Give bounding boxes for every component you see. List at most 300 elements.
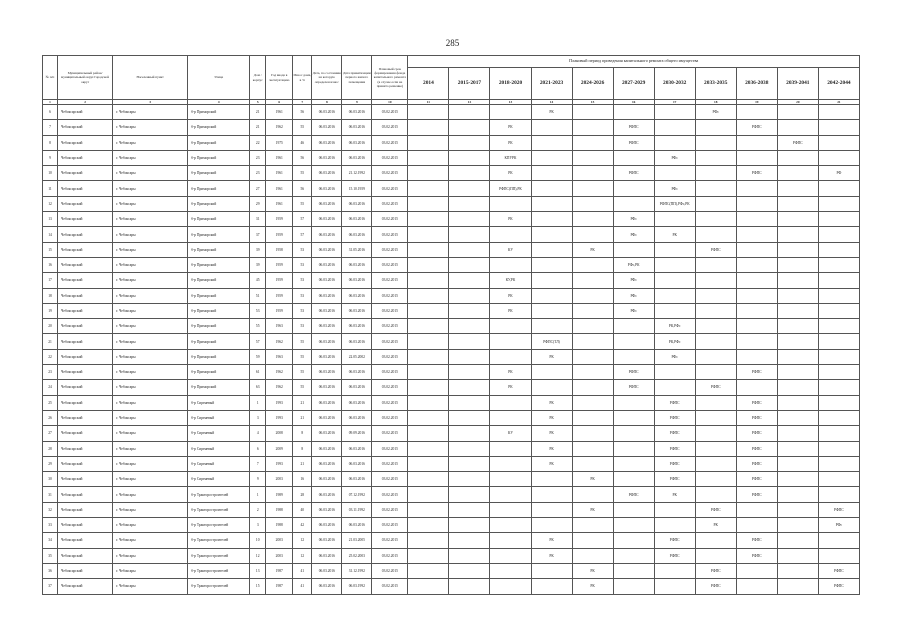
repair-period-cell: РФПС bbox=[736, 120, 777, 135]
repair-period-cell bbox=[654, 518, 695, 533]
repair-period-cell bbox=[408, 518, 449, 533]
wear-cell: 41 bbox=[293, 579, 312, 594]
repair-period-cell bbox=[408, 288, 449, 303]
repair-period-cell bbox=[695, 456, 736, 471]
repair-period-cell bbox=[572, 456, 613, 471]
repair-period-cell bbox=[531, 288, 572, 303]
column-number: 4 bbox=[188, 100, 250, 105]
repair-period-cell: КУ bbox=[490, 242, 531, 257]
header-year-built: Год ввода в эксплуатацию bbox=[266, 56, 293, 100]
repair-period-cell bbox=[490, 334, 531, 349]
date-privatization-cell: 06.03.2016 bbox=[342, 518, 372, 533]
repair-period-cell bbox=[572, 105, 613, 120]
repair-period-cell bbox=[695, 319, 736, 334]
repair-period-cell bbox=[490, 349, 531, 364]
repair-period-cell bbox=[777, 196, 818, 211]
repair-period-cell bbox=[695, 533, 736, 548]
repair-period-cell bbox=[777, 166, 818, 181]
repair-period-cell bbox=[408, 227, 449, 242]
repair-period-cell bbox=[449, 426, 490, 441]
wear-cell: 55 bbox=[293, 334, 312, 349]
house-cell: 37 bbox=[250, 227, 266, 242]
repair-period-cell bbox=[695, 441, 736, 456]
repair-period-cell: РФПС bbox=[654, 472, 695, 487]
repair-period-cell: КПУРК bbox=[490, 150, 531, 165]
repair-period-cell: РФПС bbox=[736, 441, 777, 456]
repair-period-cell bbox=[572, 349, 613, 364]
repair-period-cell bbox=[408, 242, 449, 257]
repair-period-cell bbox=[449, 456, 490, 471]
column-number: 2 bbox=[58, 100, 113, 105]
table-row bbox=[43, 563, 860, 578]
repair-period-cell bbox=[572, 196, 613, 211]
repair-period-cell bbox=[531, 518, 572, 533]
settlement-cell: г. Чебоксары bbox=[113, 365, 188, 380]
repair-period-cell bbox=[490, 410, 531, 425]
district-cell: Чебоксарский bbox=[58, 303, 113, 318]
year-built-cell: 1988 bbox=[266, 502, 293, 517]
year-built-cell: 1959 bbox=[266, 227, 293, 242]
street-cell: б-р Сиреневый bbox=[188, 472, 250, 487]
repair-period-cell bbox=[736, 334, 777, 349]
repair-period-cell: РК bbox=[531, 533, 572, 548]
district-cell: Чебоксарский bbox=[58, 196, 113, 211]
house-cell: 31 bbox=[250, 212, 266, 227]
repair-period-cell bbox=[695, 548, 736, 563]
house-cell: 53 bbox=[250, 303, 266, 318]
date-privatization-cell: 06.03.2016 bbox=[342, 196, 372, 211]
table-row bbox=[43, 334, 860, 349]
street-cell: б-р Тракторостроителей bbox=[188, 548, 250, 563]
district-cell: Чебоксарский bbox=[58, 105, 113, 120]
district-cell: Чебоксарский bbox=[58, 365, 113, 380]
year-built-cell: 1975 bbox=[266, 135, 293, 150]
wear-cell: 55 bbox=[293, 166, 312, 181]
district-cell: Чебоксарский bbox=[58, 441, 113, 456]
date-privatization-cell: 06.03.2016 bbox=[342, 150, 372, 165]
repair-period-cell bbox=[777, 150, 818, 165]
table-row bbox=[43, 288, 860, 303]
repair-period-cell bbox=[777, 303, 818, 318]
repair-period-cell: РФПС bbox=[736, 410, 777, 425]
repair-period-cell bbox=[695, 257, 736, 272]
repair-period-cell bbox=[408, 441, 449, 456]
repair-period-cell bbox=[531, 257, 572, 272]
repair-period-cell bbox=[408, 426, 449, 441]
repair-period-cell bbox=[818, 181, 859, 196]
repair-period-cell bbox=[490, 579, 531, 594]
repair-period-cell bbox=[613, 196, 654, 211]
year-built-cell: 1959 bbox=[266, 273, 293, 288]
repair-period-cell bbox=[408, 334, 449, 349]
repair-period-cell bbox=[736, 563, 777, 578]
repair-period-cell: РК bbox=[531, 105, 572, 120]
header-num: № п/п bbox=[43, 56, 58, 100]
wear-cell: 21 bbox=[293, 410, 312, 425]
repair-period-cell: РК,РФс bbox=[654, 319, 695, 334]
repair-period-cell bbox=[449, 303, 490, 318]
repair-period-cell bbox=[490, 319, 531, 334]
repair-period-cell bbox=[449, 135, 490, 150]
repair-period-cell bbox=[613, 319, 654, 334]
house-cell: 12 bbox=[250, 548, 266, 563]
repair-period-cell bbox=[490, 257, 531, 272]
table-row bbox=[43, 227, 860, 242]
date-privatization-cell: 06.03.2016 bbox=[342, 120, 372, 135]
row-number: 35 bbox=[43, 548, 58, 563]
repair-period-cell bbox=[572, 410, 613, 425]
table-row bbox=[43, 105, 860, 120]
street-cell: б-р Приморский bbox=[188, 166, 250, 181]
repair-period-cell bbox=[613, 410, 654, 425]
date-repair-cell: 06.03.2016 bbox=[312, 518, 342, 533]
repair-period-cell: РФПС bbox=[736, 487, 777, 502]
wear-cell: 42 bbox=[293, 518, 312, 533]
repair-period-cell bbox=[736, 518, 777, 533]
repair-period-cell bbox=[449, 181, 490, 196]
repair-period-cell: РФПС bbox=[654, 456, 695, 471]
repair-period-cell bbox=[818, 365, 859, 380]
row-number: 7 bbox=[43, 120, 58, 135]
table-row bbox=[43, 150, 860, 165]
street-cell: б-р Тракторостроителей bbox=[188, 518, 250, 533]
repair-period-cell bbox=[818, 426, 859, 441]
row-number: 15 bbox=[43, 242, 58, 257]
date-privatization-cell: 06.03.2016 bbox=[342, 456, 372, 471]
repair-period-cell: РФПС bbox=[818, 502, 859, 517]
wear-cell: 53 bbox=[293, 242, 312, 257]
repair-period-cell bbox=[449, 502, 490, 517]
repair-period-cell bbox=[777, 105, 818, 120]
repair-period-cell: РК bbox=[490, 288, 531, 303]
repair-period-cell bbox=[613, 579, 654, 594]
house-cell: 21 bbox=[250, 120, 266, 135]
repair-period-cell bbox=[531, 579, 572, 594]
district-cell: Чебоксарский bbox=[58, 395, 113, 410]
column-number: 19 bbox=[736, 100, 777, 105]
year-built-cell: 1962 bbox=[266, 365, 293, 380]
date-privatization-cell: 06.03.2016 bbox=[342, 380, 372, 395]
repair-period-cell: РФПС bbox=[818, 563, 859, 578]
date-repair-cell: 06.03.2016 bbox=[312, 135, 342, 150]
house-cell: 4 bbox=[250, 426, 266, 441]
year-built-cell: 1988 bbox=[266, 518, 293, 533]
row-number: 23 bbox=[43, 365, 58, 380]
repair-period-cell bbox=[531, 181, 572, 196]
date-fund-cell: 03.02.2015 bbox=[372, 273, 408, 288]
repair-period-cell: РФПС(ПП),РК bbox=[490, 181, 531, 196]
settlement-cell: г. Чебоксары bbox=[113, 196, 188, 211]
table-row bbox=[43, 303, 860, 318]
header-house: Дом / корпус bbox=[250, 56, 266, 100]
repair-period-cell: РК bbox=[531, 548, 572, 563]
house-cell: 39 bbox=[250, 257, 266, 272]
repair-period-cell bbox=[818, 319, 859, 334]
row-number: 14 bbox=[43, 227, 58, 242]
settlement-cell: г. Чебоксары bbox=[113, 257, 188, 272]
wear-cell: 21 bbox=[293, 395, 312, 410]
district-cell: Чебоксарский bbox=[58, 120, 113, 135]
repair-period-cell bbox=[777, 518, 818, 533]
repair-period-cell bbox=[654, 257, 695, 272]
repair-period-cell: РФс,РК bbox=[613, 257, 654, 272]
repair-period-cell bbox=[736, 212, 777, 227]
settlement-cell: г. Чебоксары bbox=[113, 441, 188, 456]
repair-period-cell: РК bbox=[531, 441, 572, 456]
settlement-cell: г. Чебоксары bbox=[113, 227, 188, 242]
repair-period-cell bbox=[654, 166, 695, 181]
year-built-cell: 1959 bbox=[266, 212, 293, 227]
row-number: 10 bbox=[43, 166, 58, 181]
row-number: 16 bbox=[43, 257, 58, 272]
date-repair-cell: 06.03.2016 bbox=[312, 150, 342, 165]
row-number: 17 bbox=[43, 273, 58, 288]
wear-cell: 12 bbox=[293, 548, 312, 563]
date-privatization-cell: 06.03.2016 bbox=[342, 395, 372, 410]
date-fund-cell: 03.02.2015 bbox=[372, 319, 408, 334]
repair-period-cell bbox=[818, 472, 859, 487]
repair-period-cell bbox=[818, 334, 859, 349]
repair-period-cell bbox=[449, 227, 490, 242]
repair-period-cell bbox=[613, 518, 654, 533]
repair-period-cell: РФс bbox=[654, 349, 695, 364]
repair-period-cell bbox=[695, 303, 736, 318]
settlement-cell: г. Чебоксары bbox=[113, 166, 188, 181]
repair-period-cell bbox=[695, 273, 736, 288]
repair-period-cell: РК bbox=[531, 395, 572, 410]
repair-period-cell bbox=[449, 166, 490, 181]
repair-period-cell bbox=[613, 472, 654, 487]
street-cell: б-р Приморский bbox=[188, 181, 250, 196]
date-fund-cell: 03.02.2015 bbox=[372, 410, 408, 425]
capital-repair-table-sheet bbox=[42, 55, 860, 595]
header-district: Муниципальный район/муниципальный округ/городской округ bbox=[58, 56, 113, 100]
repair-period-cell: РФПС bbox=[613, 166, 654, 181]
repair-period-cell bbox=[572, 257, 613, 272]
house-cell: 45 bbox=[250, 273, 266, 288]
settlement-cell: г. Чебоксары bbox=[113, 456, 188, 471]
repair-period-cell bbox=[695, 395, 736, 410]
repair-period-cell bbox=[490, 227, 531, 242]
repair-period-cell bbox=[736, 242, 777, 257]
repair-period-cell bbox=[777, 426, 818, 441]
repair-period-cell: РК bbox=[531, 349, 572, 364]
date-repair-cell: 06.03.2016 bbox=[312, 349, 342, 364]
house-cell: 51 bbox=[250, 288, 266, 303]
date-repair-cell: 06.03.2016 bbox=[312, 395, 342, 410]
street-cell: б-р Тракторостроителей bbox=[188, 502, 250, 517]
repair-period-cell bbox=[695, 365, 736, 380]
settlement-cell: г. Чебоксары bbox=[113, 349, 188, 364]
row-number: 18 bbox=[43, 288, 58, 303]
street-cell: б-р Тракторостроителей bbox=[188, 533, 250, 548]
street-cell: б-р Приморский bbox=[188, 334, 250, 349]
wear-cell: 8 bbox=[293, 426, 312, 441]
date-fund-cell: 03.02.2015 bbox=[372, 487, 408, 502]
row-number: 32 bbox=[43, 502, 58, 517]
repair-period-cell bbox=[449, 150, 490, 165]
repair-period-cell: РК bbox=[572, 502, 613, 517]
repair-period-cell bbox=[736, 135, 777, 150]
date-privatization-cell: 22.05.2002 bbox=[342, 349, 372, 364]
repair-period-cell bbox=[613, 150, 654, 165]
repair-period-cell: РФс bbox=[613, 212, 654, 227]
repair-period-cell bbox=[654, 135, 695, 150]
district-cell: Чебоксарский bbox=[58, 380, 113, 395]
repair-period-cell: РФс bbox=[613, 303, 654, 318]
date-privatization-cell: 21.03.2005 bbox=[342, 533, 372, 548]
street-cell: б-р Приморский bbox=[188, 303, 250, 318]
date-fund-cell: 03.02.2015 bbox=[372, 395, 408, 410]
repair-period-cell bbox=[818, 288, 859, 303]
repair-period-cell bbox=[572, 518, 613, 533]
repair-period-cell bbox=[654, 579, 695, 594]
column-number: 9 bbox=[342, 100, 372, 105]
repair-period-cell bbox=[736, 349, 777, 364]
street-cell: б-р Тракторостроителей bbox=[188, 579, 250, 594]
year-built-cell: 1993 bbox=[266, 395, 293, 410]
repair-period-cell bbox=[736, 181, 777, 196]
date-fund-cell: 03.02.2015 bbox=[372, 105, 408, 120]
settlement-cell: г. Чебоксары bbox=[113, 426, 188, 441]
year-built-cell: 1993 bbox=[266, 456, 293, 471]
repair-period-cell: РФПС bbox=[695, 563, 736, 578]
year-built-cell: 1989 bbox=[266, 487, 293, 502]
street-cell: б-р Приморский bbox=[188, 349, 250, 364]
repair-period-cell bbox=[531, 135, 572, 150]
repair-period-cell bbox=[818, 456, 859, 471]
column-number: 15 bbox=[572, 100, 613, 105]
repair-period-cell bbox=[736, 227, 777, 242]
date-fund-cell: 03.02.2015 bbox=[372, 426, 408, 441]
repair-period-cell bbox=[777, 181, 818, 196]
date-fund-cell: 03.02.2015 bbox=[372, 135, 408, 150]
date-fund-cell: 03.02.2015 bbox=[372, 242, 408, 257]
repair-period-cell bbox=[449, 288, 490, 303]
repair-period-cell: РК bbox=[572, 242, 613, 257]
settlement-cell: г. Чебоксары bbox=[113, 135, 188, 150]
repair-period-cell bbox=[572, 533, 613, 548]
repair-period-cell bbox=[777, 410, 818, 425]
table-row bbox=[43, 487, 860, 502]
repair-period-cell bbox=[490, 105, 531, 120]
repair-period-cell bbox=[777, 120, 818, 135]
repair-period-cell bbox=[777, 288, 818, 303]
street-cell: б-р Приморский bbox=[188, 365, 250, 380]
repair-period-cell bbox=[777, 395, 818, 410]
date-fund-cell: 03.02.2015 bbox=[372, 533, 408, 548]
date-repair-cell: 06.03.2016 bbox=[312, 196, 342, 211]
date-repair-cell: 06.03.2016 bbox=[312, 242, 342, 257]
repair-period-cell: РФПС bbox=[736, 395, 777, 410]
table-row bbox=[43, 349, 860, 364]
repair-period-cell bbox=[613, 441, 654, 456]
house-cell: 15 bbox=[250, 579, 266, 594]
repair-period-cell bbox=[654, 365, 695, 380]
repair-period-cell bbox=[572, 334, 613, 349]
repair-period-cell bbox=[777, 456, 818, 471]
row-number: 27 bbox=[43, 426, 58, 441]
column-number: 13 bbox=[490, 100, 531, 105]
street-cell: б-р Приморский bbox=[188, 135, 250, 150]
repair-period-cell bbox=[736, 380, 777, 395]
wear-cell: 53 bbox=[293, 303, 312, 318]
wear-cell: 55 bbox=[293, 380, 312, 395]
table-row bbox=[43, 395, 860, 410]
repair-period-cell bbox=[572, 166, 613, 181]
year-header: 2024-2026 bbox=[572, 68, 613, 100]
house-cell: 2 bbox=[250, 502, 266, 517]
house-cell: 29 bbox=[250, 196, 266, 211]
repair-period-cell bbox=[777, 242, 818, 257]
repair-period-cell bbox=[449, 579, 490, 594]
repair-period-cell bbox=[449, 563, 490, 578]
year-built-cell: 1962 bbox=[266, 120, 293, 135]
year-header: 2039-2041 bbox=[777, 68, 818, 100]
repair-period-cell bbox=[572, 487, 613, 502]
settlement-cell: г. Чебоксары bbox=[113, 380, 188, 395]
year-built-cell: 1987 bbox=[266, 563, 293, 578]
district-cell: Чебоксарский bbox=[58, 257, 113, 272]
table-row bbox=[43, 365, 860, 380]
repair-period-cell bbox=[531, 242, 572, 257]
repair-period-cell bbox=[572, 548, 613, 563]
date-repair-cell: 06.03.2016 bbox=[312, 227, 342, 242]
header-date-privatization: Дата приватизации первого жилого помещения bbox=[342, 56, 372, 100]
settlement-cell: г. Чебоксары bbox=[113, 288, 188, 303]
row-number: 28 bbox=[43, 441, 58, 456]
repair-period-cell bbox=[572, 380, 613, 395]
repair-period-cell bbox=[572, 227, 613, 242]
repair-period-cell bbox=[408, 181, 449, 196]
settlement-cell: г. Чебоксары bbox=[113, 319, 188, 334]
repair-period-cell bbox=[408, 395, 449, 410]
repair-period-cell bbox=[572, 426, 613, 441]
date-repair-cell: 06.03.2016 bbox=[312, 319, 342, 334]
row-number: 37 bbox=[43, 579, 58, 594]
wear-cell: 53 bbox=[293, 257, 312, 272]
repair-period-cell bbox=[818, 548, 859, 563]
repair-period-cell: РК bbox=[654, 227, 695, 242]
settlement-cell: г. Чебоксары bbox=[113, 410, 188, 425]
table-row bbox=[43, 456, 860, 471]
repair-period-cell bbox=[408, 579, 449, 594]
header-date-repair: Дата, по состоянию на которую определен износ bbox=[312, 56, 342, 100]
repair-period-cell: РФс bbox=[818, 518, 859, 533]
house-cell: 7 bbox=[250, 456, 266, 471]
repair-period-cell bbox=[572, 395, 613, 410]
wear-cell: 56 bbox=[293, 150, 312, 165]
repair-period-cell bbox=[531, 227, 572, 242]
date-fund-cell: 03.02.2015 bbox=[372, 288, 408, 303]
repair-period-cell bbox=[449, 257, 490, 272]
repair-period-cell bbox=[777, 441, 818, 456]
year-built-cell: 1987 bbox=[266, 579, 293, 594]
year-built-cell: 1993 bbox=[266, 410, 293, 425]
street-cell: б-р Приморский bbox=[188, 288, 250, 303]
repair-period-cell bbox=[654, 563, 695, 578]
repair-period-cell bbox=[408, 472, 449, 487]
repair-period-cell bbox=[777, 365, 818, 380]
year-built-cell: 1961 bbox=[266, 150, 293, 165]
repair-period-cell bbox=[490, 395, 531, 410]
repair-period-cell bbox=[777, 502, 818, 517]
date-privatization-cell: 06.03.2016 bbox=[342, 212, 372, 227]
row-number: 30 bbox=[43, 472, 58, 487]
table-row bbox=[43, 166, 860, 181]
date-privatization-cell: 31.12.1992 bbox=[342, 563, 372, 578]
repair-period-cell bbox=[818, 227, 859, 242]
